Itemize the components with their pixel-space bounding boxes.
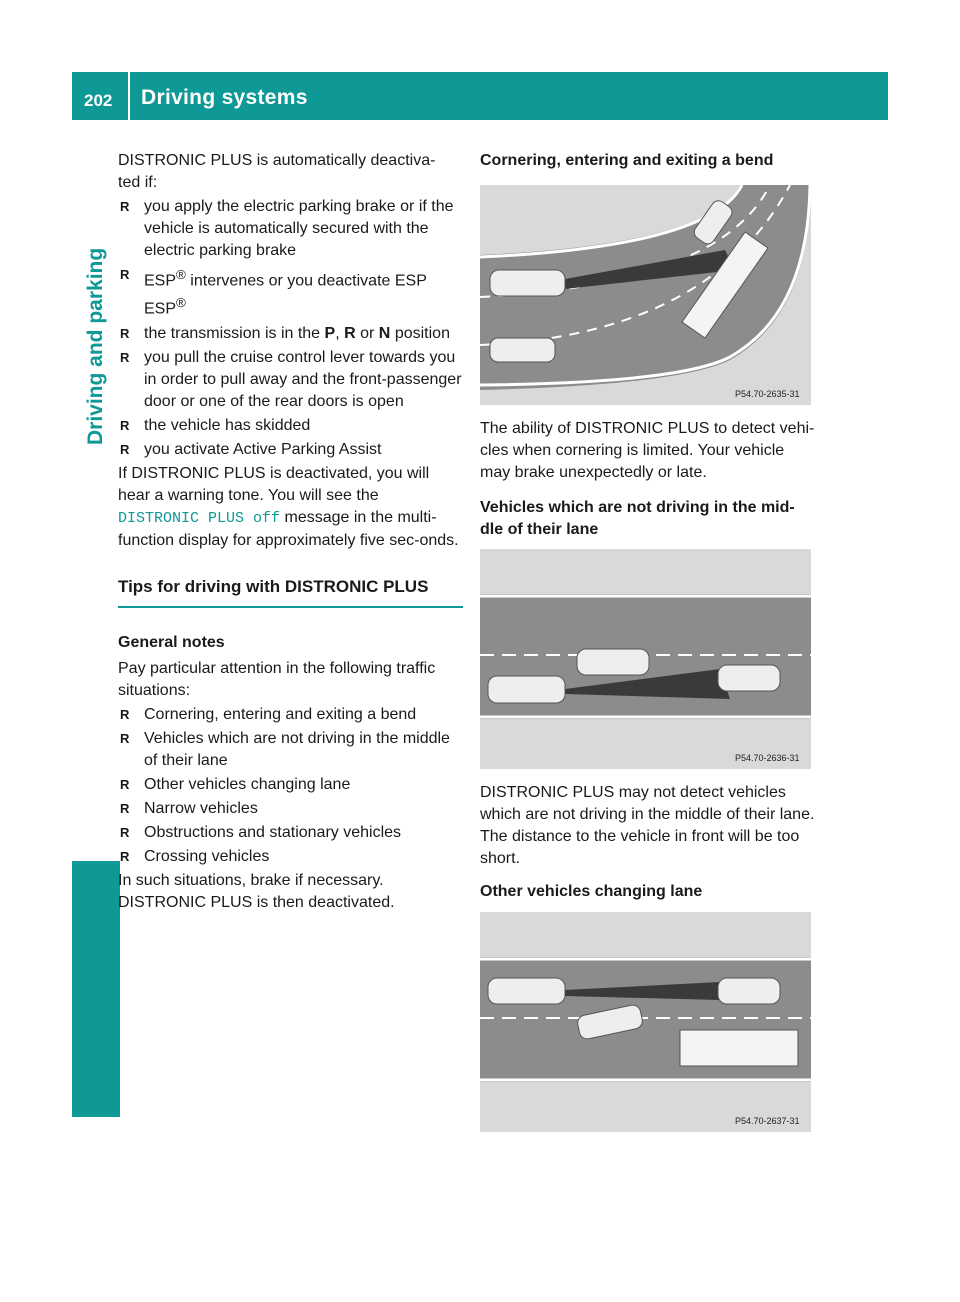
side-tab-label: Driving and parking bbox=[84, 247, 107, 445]
general-notes-heading: General notes bbox=[118, 633, 225, 651]
list-item: R you activate Active Parking Assist bbox=[118, 439, 463, 461]
section-title: Driving systems bbox=[141, 86, 308, 109]
list-item: R Obstructions and stationary vehicles bbox=[118, 822, 463, 844]
cornering-heading: Cornering, entering and exiting a bend bbox=[480, 152, 774, 169]
list-item: R Other vehicles changing lane bbox=[118, 774, 463, 796]
cornering-text: The ability of DISTRONIC PLUS to detect vehi-cles when cornering is limited. Your vehicle may brake unexpectedly or late. bbox=[480, 420, 815, 481]
middle-lane-illustration bbox=[480, 549, 811, 769]
list-item: R you apply the electric parking brake or if the vehicle is automatically secured with the electric parking brake bbox=[120, 198, 454, 259]
tips-heading: Tips for driving with DISTRONIC PLUS bbox=[118, 576, 463, 608]
bullet-icon: R bbox=[120, 776, 130, 792]
page-number: 202 bbox=[84, 91, 113, 110]
list-item: R Vehicles which are not driving in the middle of their lane bbox=[120, 729, 450, 769]
middle-lane-text: DISTRONIC PLUS may not detect vehicles which are not driving in the middle of their lane. The distance to the vehicle in front will be too short. bbox=[480, 784, 815, 867]
bullet-icon: R bbox=[120, 199, 130, 214]
header-divider bbox=[128, 72, 130, 120]
general-intro: Pay particular attention in the following traffic situations: bbox=[118, 659, 436, 699]
list-item: R Cornering, entering and exiting a bend bbox=[118, 704, 463, 726]
changing-lane-illustration bbox=[480, 912, 811, 1132]
figure-id: P54.70-2636-31 bbox=[735, 753, 800, 763]
middle-lane-heading: Vehicles which are not driving in the mid-dle of their lane bbox=[480, 499, 795, 538]
list-item: R the vehicle has skidded bbox=[118, 415, 463, 437]
side-tab-block bbox=[72, 861, 120, 1117]
cornering-illustration bbox=[480, 185, 811, 405]
bullet-icon: R bbox=[120, 441, 130, 457]
bullet-icon: R bbox=[120, 824, 130, 840]
list-item: R ESP® intervenes or you deactivate ESP ESP® bbox=[118, 264, 463, 321]
bullet-icon: R bbox=[120, 417, 130, 433]
display-message: DISTRONIC PLUS off bbox=[118, 509, 281, 527]
list-item: R Crossing vehicles bbox=[118, 846, 463, 868]
bullet-icon: R bbox=[120, 706, 130, 722]
list-item: R Narrow vehicles bbox=[118, 798, 463, 820]
bullet-icon: R bbox=[120, 349, 130, 365]
intro-line-2: ted if: bbox=[118, 174, 158, 191]
intro-line-1: DISTRONIC PLUS is automatically deactiva- bbox=[118, 152, 436, 169]
bullet-icon: R bbox=[120, 800, 130, 816]
changing-lane-heading: Other vehicles changing lane bbox=[480, 883, 703, 900]
bullet-icon: R bbox=[120, 730, 130, 746]
closing-paragraph: In such situations, brake if necessary. DISTRONIC PLUS is then deactivated. bbox=[118, 871, 395, 911]
figure-id: P54.70-2635-31 bbox=[735, 389, 800, 399]
warning-paragraph: If DISTRONIC PLUS is deactivated, you will hear a warning tone. You will see the DISTRONIC PLUS off message in the multi-function display for approximately five sec-onds. bbox=[118, 464, 459, 549]
bullet-icon: R bbox=[120, 267, 130, 282]
bullet-icon: R bbox=[120, 325, 130, 341]
list-item: R the transmission is in the P, R or N position bbox=[118, 323, 463, 345]
left-column bbox=[118, 150, 463, 914]
list-item: R you pull the cruise control lever towards you in order to pull away and the front-passenger door or one of the rear doors is open bbox=[120, 348, 462, 410]
figure-id: P54.70-2637-31 bbox=[735, 1116, 800, 1126]
bullet-icon: R bbox=[120, 848, 130, 864]
